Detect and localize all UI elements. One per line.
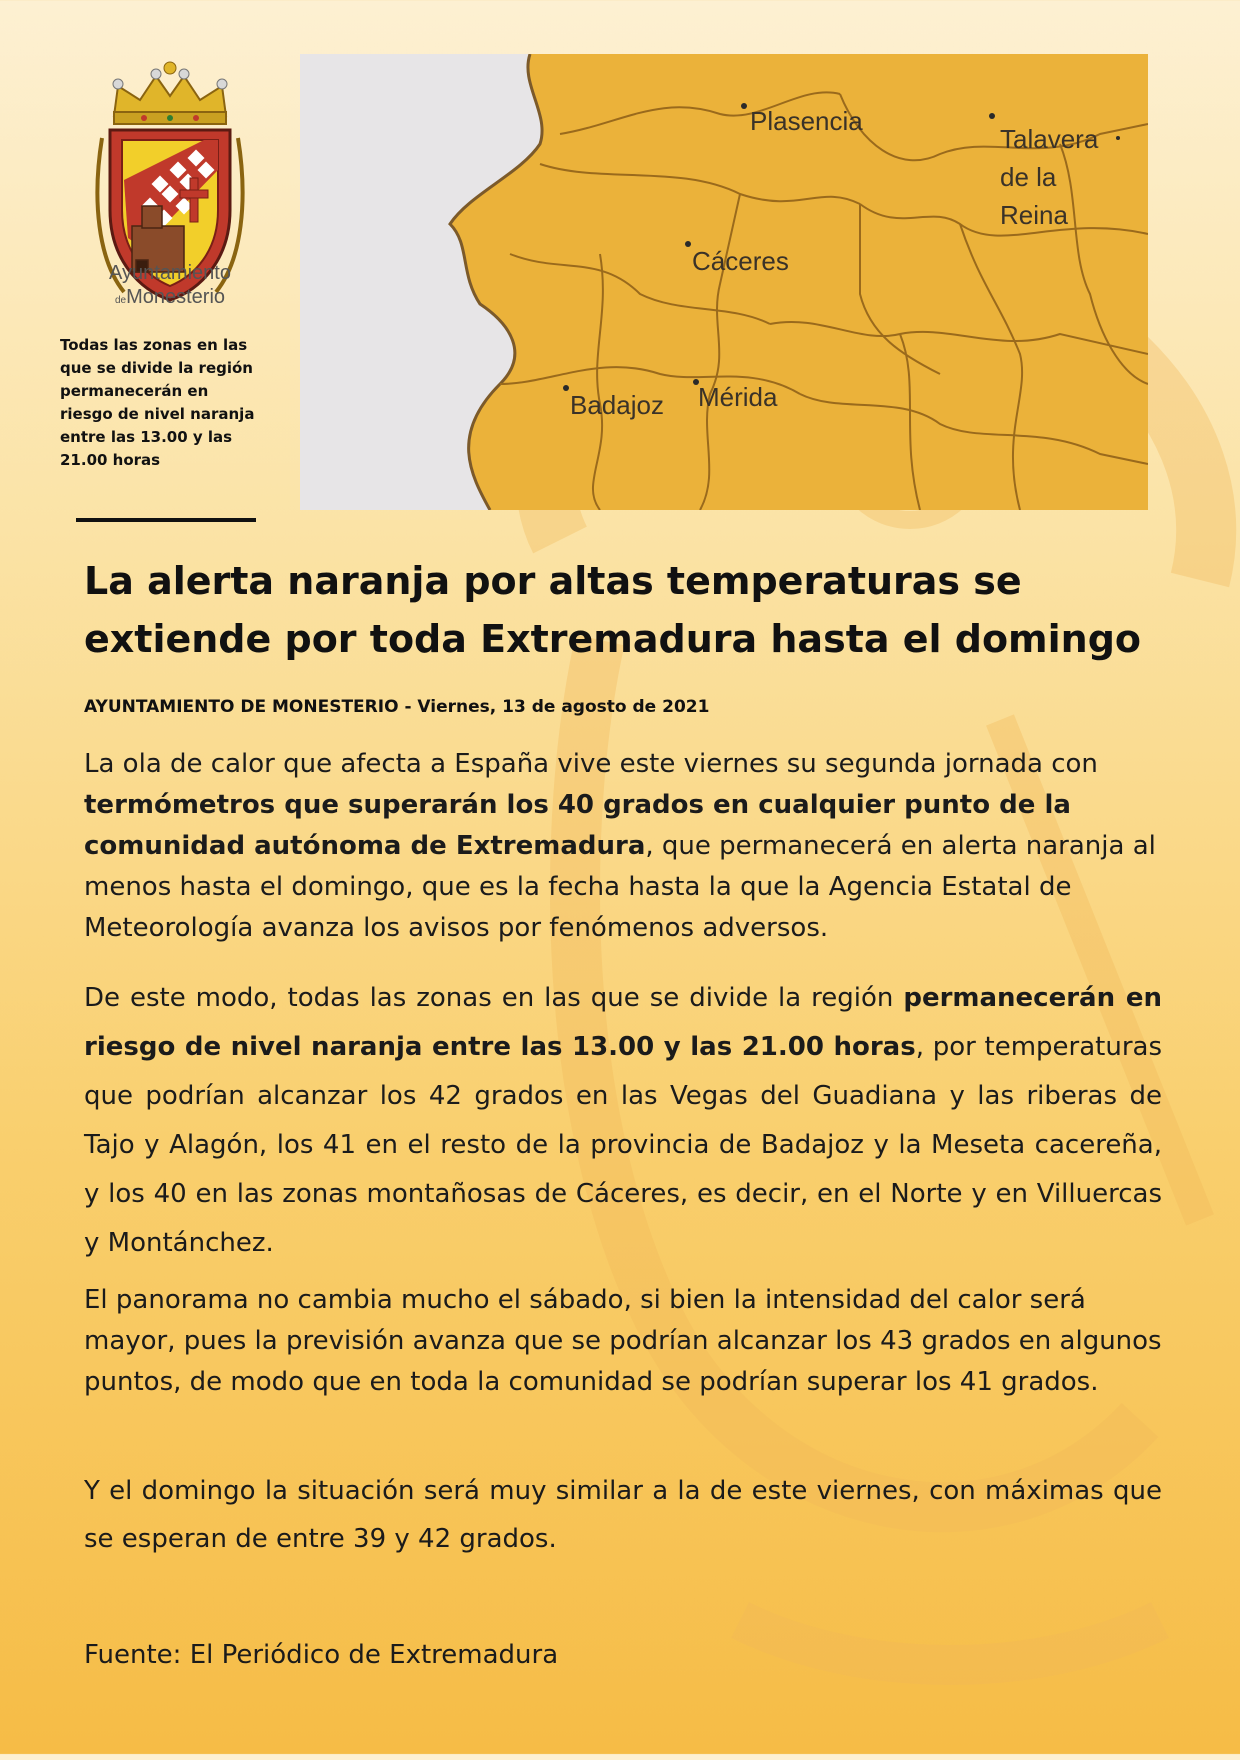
map-caption: Todas las zonas en las que se divide la región permanecerán en riesgo de nivel naranja entre las 13.00 y las 21.00 horas <box>60 336 255 469</box>
p1-text-1: La ola de calor que afecta a España vive este viernes su segunda jornada con <box>84 749 1098 779</box>
article-paragraph-4: Y el domingo la situación será muy similar a la de este viernes, con máximas que se esperan de entre 39 y 42 grados. <box>84 1476 1162 1554</box>
map-label-reina: Reina <box>1000 200 1068 230</box>
p1-text-2: , que permanecerá en alerta naranja al menos hasta el domingo, que es la fecha hasta la que la Agencia Estatal de Meteorología avanza los avisos por fenómenos adversos. <box>84 831 1156 943</box>
map-label-talavera: Talavera <box>1000 124 1099 154</box>
map-label-merida: Mérida <box>698 382 778 412</box>
p2-bold: permanecerán en riesgo de nivel naranja entre las 13.00 y las 21.00 horas <box>84 983 1162 1062</box>
map-label-plasencia: Plasencia <box>750 106 863 136</box>
p2-text-2: , por temperaturas que podrían alcanzar los 42 grados en las Vegas del Guadiana y las riberas de Tajo y Alagón, los 41 en el resto de la provincia de Badajoz y la Meseta cacereña, y los 40 en las zonas montañosas de Cáceres, es decir, en el Norte y en Villuercas y Montánchez. <box>84 1032 1163 1258</box>
article-headline: La alerta naranja por altas temperaturas se extiende por toda Extremadura hasta el domingo <box>84 559 1142 661</box>
logo-text-town: Monesterio <box>126 286 226 308</box>
p2-text-1: De este modo, todas las zonas en las que se divide la región <box>84 983 904 1013</box>
map-label-badajoz: Badajoz <box>570 390 664 420</box>
map-label-caceres: Cáceres <box>692 246 789 276</box>
article-byline: AYUNTAMIENTO DE MONESTERIO - Viernes, 13 de agosto de 2021 <box>84 697 710 717</box>
article-source: Fuente: El Periódico de Extremadura <box>84 1640 559 1670</box>
map-label-de-la: de la <box>1000 162 1057 192</box>
article-paragraph-2 <box>84 974 1162 1268</box>
logo-text-de: de <box>114 295 127 306</box>
article-paragraph-3: El panorama no cambia mucho el sábado, si bien la intensidad del calor será mayor, pues la previsión avanza que se podrían alcanzar los 43 grados en algunos puntos, de modo que en toda la comunidad se podrían superar los 41 grados. <box>84 1285 1162 1397</box>
logo-text-ayuntamiento: Ayuntamiento <box>109 262 231 284</box>
logo-text-monesterio <box>80 286 260 309</box>
p1-bold: termómetros que superarán los 40 grados en cualquier punto de la comunidad autónoma de Extremadura <box>84 790 1071 861</box>
article-paragraph-1 <box>84 744 1162 949</box>
section-divider <box>76 518 256 522</box>
extremadura-alert-map <box>300 54 1148 510</box>
